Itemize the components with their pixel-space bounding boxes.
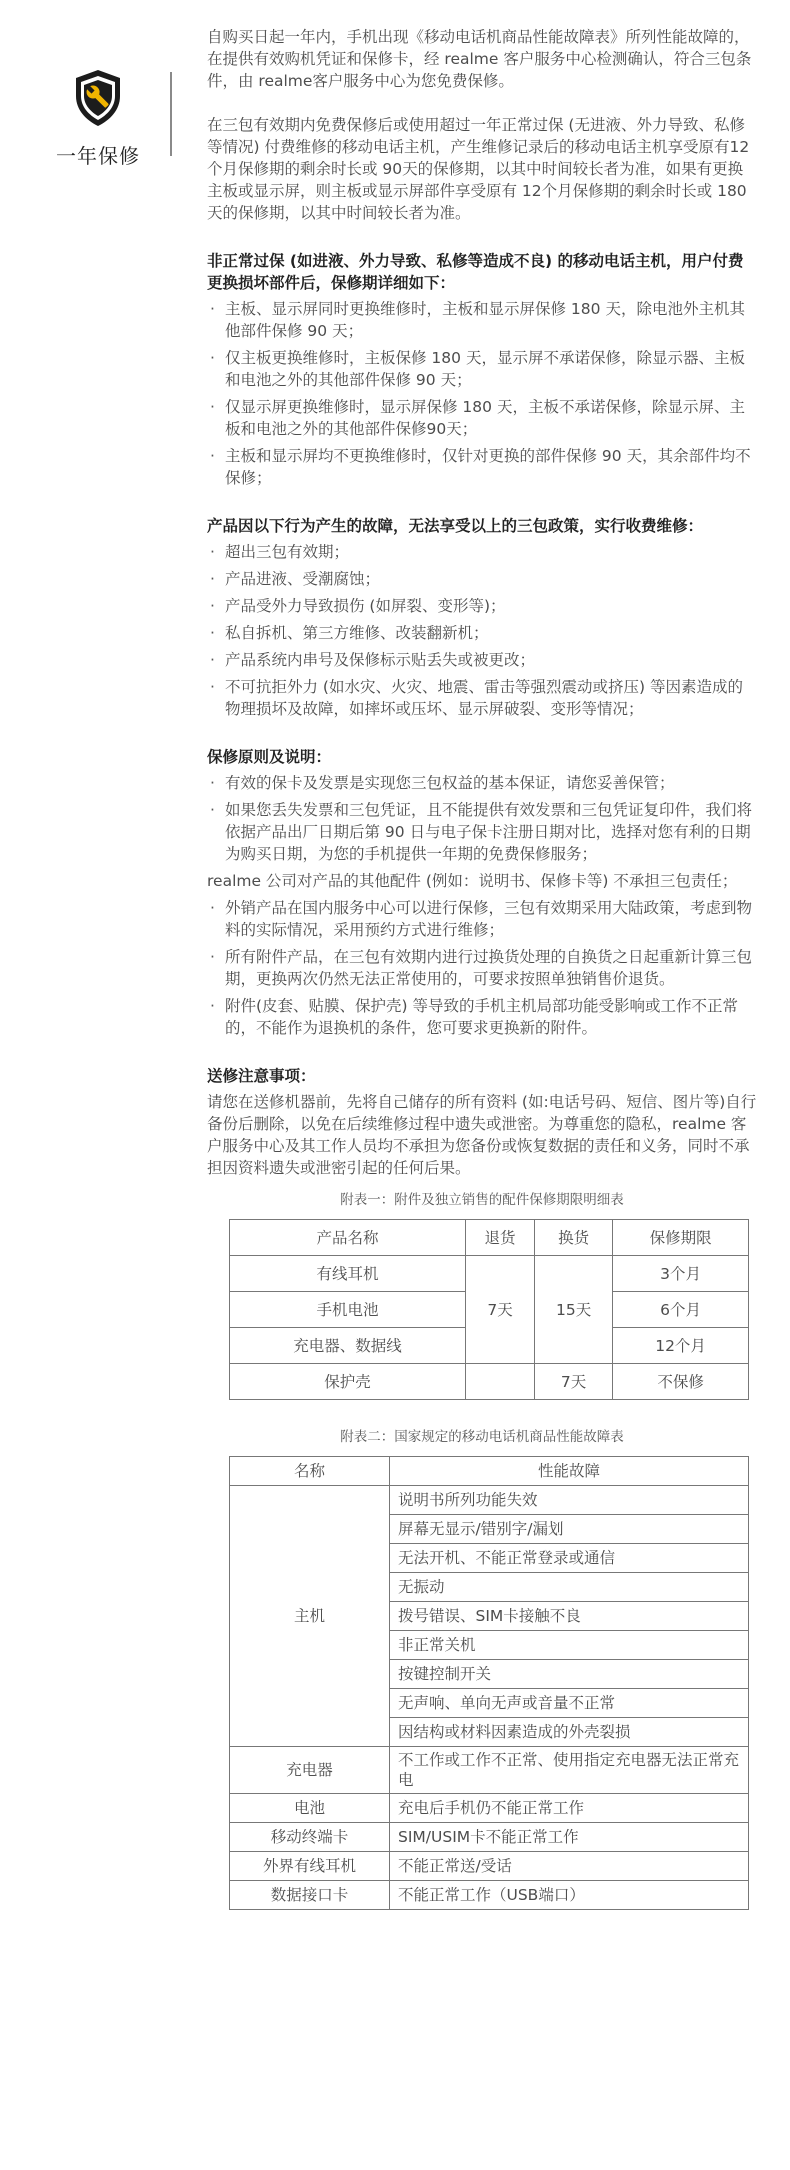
table-cell: 不能正常送/受话: [390, 1852, 749, 1881]
table-cell: 电池: [230, 1794, 390, 1823]
table-cell: 15天: [535, 1256, 613, 1364]
list-item: realme 公司对产品的其他配件 (例如：说明书、保修卡等) 不承担三包责任；: [207, 872, 738, 890]
notice-heading: 送修注意事项：: [207, 1067, 316, 1085]
accessory-warranty-table: [229, 1219, 749, 1400]
table-cell: 7天: [535, 1364, 613, 1400]
table-cell: 外界有线耳机: [230, 1852, 390, 1881]
table-cell: 12个月: [613, 1328, 749, 1364]
table-row: [230, 1256, 749, 1292]
divider-line: [170, 72, 172, 156]
table-cell: SIM/USIM卡不能正常工作: [390, 1823, 749, 1852]
table-cell: 无振动: [390, 1573, 749, 1602]
notice-text: 请您在送修机器前，先将自己储存的所有资料 (如:电话号码、短信、图片等)自行备份后删除，以免在后续维修过程中遗失或泄密。为尊重您的隐私，realme 客户服务中心及其工作人员均不承担为您备份或恢复数据的责任和义务，同时不承担因资料遗失或泄密引起的任何后果。: [207, 1093, 757, 1177]
intro-paragraph-2: 在三包有效期内免费保修后或使用超过一年正常过保 (无进液、外力导致、私修等情况) 付费维修的移动电话主机，产生维修记录后的移动电话主机享受原有12个月保修期的剩余时长或 90天的保修期，以其中时间较长者为准，如果有更换主板或显示屏，则主板或显示屏部件享受原有 12个月保修期的剩余时长或 180 天的保修期，以其中时间较长者为准。: [207, 116, 750, 222]
abnormal-heading: 非正常过保 (如进液、外力导致、私修等造成不良) 的移动电话主机，用户付费更换损坏部件后，保修期详细如下：: [207, 252, 744, 292]
table-cell: 手机电池: [230, 1292, 466, 1328]
table-cell: 无声响、单向无声或音量不正常: [390, 1689, 749, 1718]
table-header: 产品名称: [230, 1220, 466, 1256]
table-header: 性能故障: [390, 1457, 749, 1486]
list-item: · 产品系统内串号及保修标示贴丢失或被更改；: [207, 649, 757, 671]
table-cell: 因结构或材料因素造成的外壳裂损: [390, 1718, 749, 1747]
table-row: [230, 1794, 749, 1823]
table-header: 名称: [230, 1457, 390, 1486]
table-cell: 拨号错误、SIM卡接触不良: [390, 1602, 749, 1631]
table-header: 保修期限: [613, 1220, 749, 1256]
table-cell: 主机: [230, 1486, 390, 1747]
table-cell: 数据接口卡: [230, 1881, 390, 1910]
table-cell: 不保修: [613, 1364, 749, 1400]
table-cell: 6个月: [613, 1292, 749, 1328]
table-cell: 充电后手机仍不能正常工作: [390, 1794, 749, 1823]
table-header: 退货: [466, 1220, 535, 1256]
table-cell: 充电器: [230, 1747, 390, 1794]
table-cell: 屏幕无显示/错别字/漏划: [390, 1515, 749, 1544]
table1-caption: 附表一：附件及独立销售的配件保修期限明细表: [340, 1192, 624, 1208]
table-cell: 非正常关机: [390, 1631, 749, 1660]
list-item: · 仅主板更换维修时，主板保修 180 天，显示屏不承诺保修，除显示器、主板和电池之外的其他部件保修 90 天；: [207, 347, 757, 391]
list-item: · 主板和显示屏均不更换维修时，仅针对更换的部件保修 90 天，其余部件均不保修；: [207, 445, 757, 489]
list-item: · 私自拆机、第三方维修、改装翻新机；: [207, 622, 757, 644]
list-item: · 所有附件产品，在三包有效期内进行过换货处理的自换货之日起重新计算三包期，更换两次仍然无法正常使用的，可要求按照单独销售价退货。: [207, 946, 757, 990]
table-cell: 无法开机、不能正常登录或通信: [390, 1544, 749, 1573]
list-item: · 超出三包有效期；: [207, 541, 757, 563]
list-item: · 主板、显示屏同时更换维修时，主板和显示屏保修 180 天，除电池外主机其他部件保修 90 天；: [207, 298, 757, 342]
table-row: [230, 1881, 749, 1910]
table-cell: 不能正常工作（USB端口）: [390, 1881, 749, 1910]
table-cell: 3个月: [613, 1256, 749, 1292]
list-item: · 外销产品在国内服务中心可以进行保修，三包有效期采用大陆政策，考虑到物料的实际情况，采用预约方式进行维修；: [207, 897, 757, 941]
abnormal-list: [207, 298, 757, 489]
list-item: · 产品进液、受潮腐蚀；: [207, 568, 757, 590]
excluded-list: [207, 541, 757, 720]
table-cell: 移动终端卡: [230, 1823, 390, 1852]
principles-list: [207, 772, 757, 1039]
table2-caption: 附表二：国家规定的移动电话机商品性能故障表: [340, 1429, 624, 1445]
table-cell: 按键控制开关: [390, 1660, 749, 1689]
table-row: [230, 1823, 749, 1852]
list-item: · 有效的保卡及发票是实现您三包权益的基本保证，请您妥善保管；: [207, 772, 757, 794]
list-item: · 不可抗拒外力 (如水灾、火灾、地震、雷击等强烈震动或挤压) 等因素造成的物理损坏及故障，如摔坏或压坏、显示屏破裂、变形等情况；: [207, 676, 757, 720]
table-header: 换货: [535, 1220, 613, 1256]
list-item: · 如果您丢失发票和三包凭证，且不能提供有效发票和三包凭证复印件，我们将依据产品出厂日期后第 90 日与电子保卡注册日期对比，选择对您有利的日期为购买日期，为您的手机提供一年期的免费保修服务；: [207, 799, 757, 865]
table-cell: 充电器、数据线: [230, 1328, 466, 1364]
table-cell: 7天: [466, 1256, 535, 1364]
intro-paragraph-1: 自购买日起一年内，手机出现《移动电话机商品性能故障表》所列性能故障的，在提供有效购机凭证和保修卡，经 realme 客户服务中心检测确认，符合三包条件，由 realme客户服务中心为您免费保修。: [207, 28, 752, 90]
list-item: · 产品受外力导致损伤 (如屏裂、变形等)；: [207, 595, 757, 617]
table-row: [230, 1852, 749, 1881]
section-title: 一年保修: [56, 144, 140, 168]
shield-wrench-icon: [72, 68, 124, 128]
list-item: · 仅显示屏更换维修时，显示屏保修 180 天，主板不承诺保修，除显示屏、主板和电池之外的其他部件保修90天；: [207, 396, 757, 440]
main-content: [207, 26, 757, 1910]
table-cell: 有线耳机: [230, 1256, 466, 1292]
excluded-heading: 产品因以下行为产生的故障，无法享受以上的三包政策，实行收费维修：: [207, 517, 704, 535]
table-row: [230, 1364, 749, 1400]
table-row: [230, 1486, 749, 1515]
fault-table: [229, 1456, 749, 1910]
table-cell: 说明书所列功能失效: [390, 1486, 749, 1515]
table-cell: [466, 1364, 535, 1400]
list-item: · 附件(皮套、贴膜、保护壳) 等导致的手机主机局部功能受影响或工作不正常的，不能作为退换机的条件，您可要求更换新的附件。: [207, 995, 757, 1039]
principles-heading: 保修原则及说明：: [207, 748, 332, 766]
table-cell: 保护壳: [230, 1364, 466, 1400]
table-row: [230, 1747, 749, 1794]
sidebar: [28, 68, 168, 169]
table-cell: 不工作或工作不正常、使用指定充电器无法正常充电: [390, 1747, 749, 1794]
